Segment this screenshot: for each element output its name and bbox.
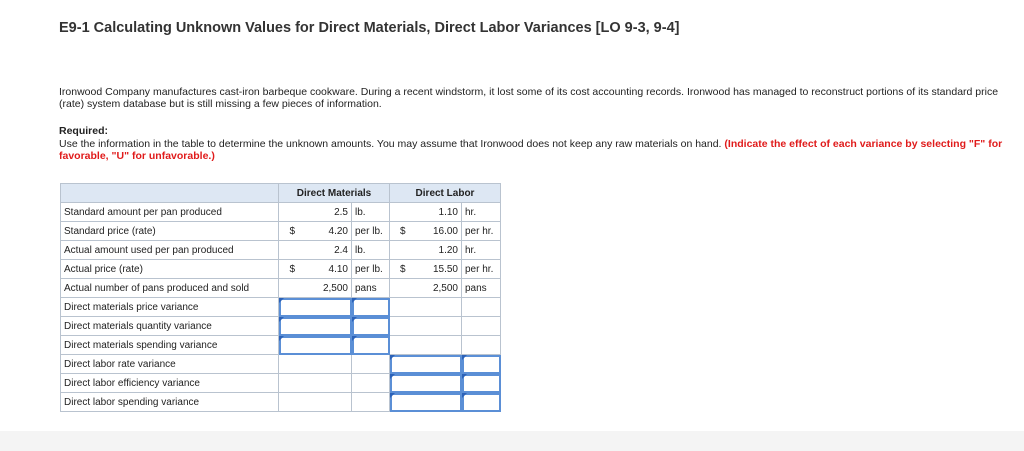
dl-value: 2,500: [416, 279, 462, 298]
dm-value: 2.4: [306, 241, 352, 260]
input-marker-icon: [352, 317, 357, 322]
empty-cell: [352, 355, 390, 374]
dl-unit: pans: [462, 279, 501, 298]
dm-spending-variance-effect-select[interactable]: [352, 336, 390, 355]
table-row: [61, 241, 501, 260]
dl-currency: $: [390, 260, 416, 279]
problem-intro: Ironwood Company manufactures cast-iron barbeque cookware. During a recent windstorm, it lost some of its cost accounting records. Ironwood has managed to reconstruct portions of its standard price (rate) system database but is still missing a few pieces of information.: [59, 86, 999, 110]
dm-unit: lb.: [352, 241, 390, 260]
table-row: [61, 260, 501, 279]
row-label: Direct labor efficiency variance: [61, 374, 279, 393]
empty-cell: [390, 336, 462, 355]
row-label: Direct labor spending variance: [61, 393, 279, 412]
empty-cell: [462, 336, 501, 355]
input-marker-icon: [462, 393, 467, 398]
dm-unit: per lb.: [352, 222, 390, 241]
input-marker-icon: [390, 374, 395, 379]
dl-unit: per hr.: [462, 222, 501, 241]
empty-cell: [462, 298, 501, 317]
input-marker-icon: [390, 355, 395, 360]
empty-cell: [279, 374, 352, 393]
table-row: [61, 203, 501, 222]
dl-value: 1.10: [416, 203, 462, 222]
dm-unit: pans: [352, 279, 390, 298]
dl-value: 15.50: [416, 260, 462, 279]
table-header-row: [61, 184, 501, 203]
dl-value: 1.20: [416, 241, 462, 260]
dl-unit: hr.: [462, 241, 501, 260]
empty-cell: [390, 317, 462, 336]
dl-unit: hr.: [462, 203, 501, 222]
dl-rate-variance-effect-select[interactable]: [462, 355, 501, 374]
required-heading: Required:: [59, 125, 109, 137]
page-footer-bar: [0, 431, 1024, 451]
dm-spending-variance-amount-input[interactable]: [279, 336, 352, 355]
empty-cell: [462, 317, 501, 336]
dl-value: 16.00: [416, 222, 462, 241]
dl-currency: [390, 241, 416, 260]
dm-currency: [279, 279, 306, 298]
input-marker-icon: [352, 336, 357, 341]
dm-quantity-variance-amount-input[interactable]: [279, 317, 352, 336]
empty-cell: [352, 393, 390, 412]
dl-unit: per hr.: [462, 260, 501, 279]
direct-labor-header: Direct Labor: [390, 184, 501, 203]
dl-efficiency-variance-amount-input[interactable]: [390, 374, 462, 393]
table-row: [61, 279, 501, 298]
dm-currency: [279, 203, 306, 222]
input-marker-icon: [462, 374, 467, 379]
dm-unit: per lb.: [352, 260, 390, 279]
row-label: Direct materials spending variance: [61, 336, 279, 355]
dl-currency: [390, 279, 416, 298]
input-marker-icon: [279, 298, 284, 303]
empty-cell: [279, 393, 352, 412]
row-label: Direct materials price variance: [61, 298, 279, 317]
input-marker-icon: [279, 317, 284, 322]
table-row: [61, 317, 501, 336]
dm-value: 2,500: [306, 279, 352, 298]
table-row: [61, 298, 501, 317]
dm-price-variance-effect-select[interactable]: [352, 298, 390, 317]
table-row: [61, 222, 501, 241]
header-blank-cell: [61, 184, 279, 203]
input-marker-icon: [462, 355, 467, 360]
row-label: Standard amount per pan produced: [61, 203, 279, 222]
row-label: Actual number of pans produced and sold: [61, 279, 279, 298]
dm-currency: [279, 241, 306, 260]
required-text: [59, 138, 1024, 162]
row-label: Standard price (rate): [61, 222, 279, 241]
dm-value: 4.20: [306, 222, 352, 241]
dm-unit: lb.: [352, 203, 390, 222]
input-marker-icon: [390, 393, 395, 398]
table-row: [61, 355, 501, 374]
dl-currency: $: [390, 222, 416, 241]
row-label: Actual amount used per pan produced: [61, 241, 279, 260]
empty-cell: [390, 298, 462, 317]
input-marker-icon: [279, 336, 284, 341]
dl-spending-variance-effect-select[interactable]: [462, 393, 501, 412]
dl-currency: [390, 203, 416, 222]
dm-value: 4.10: [306, 260, 352, 279]
table-row: [61, 393, 501, 412]
empty-cell: [279, 355, 352, 374]
dm-currency: $: [279, 222, 306, 241]
empty-cell: [352, 374, 390, 393]
required-body: Use the information in the table to determine the unknown amounts. You may assume that Ironwood does not keep any raw materials on hand.: [59, 138, 725, 150]
dm-value: 2.5: [306, 203, 352, 222]
dm-currency: $: [279, 260, 306, 279]
variance-table: [60, 183, 501, 412]
dl-efficiency-variance-effect-select[interactable]: [462, 374, 501, 393]
dl-rate-variance-amount-input[interactable]: [390, 355, 462, 374]
row-label: Direct materials quantity variance: [61, 317, 279, 336]
dm-price-variance-amount-input[interactable]: [279, 298, 352, 317]
input-marker-icon: [352, 298, 357, 303]
direct-materials-header: Direct Materials: [279, 184, 390, 203]
row-label: Direct labor rate variance: [61, 355, 279, 374]
page-title: E9-1 Calculating Unknown Values for Direct Materials, Direct Labor Variances [LO 9-3, 9-4]: [59, 20, 680, 36]
dl-spending-variance-amount-input[interactable]: [390, 393, 462, 412]
table-row: [61, 374, 501, 393]
row-label: Actual price (rate): [61, 260, 279, 279]
dm-quantity-variance-effect-select[interactable]: [352, 317, 390, 336]
required-instruction: (Indicate the effect of each variance by selecting "F" for favorable, "U" for unfavorable.): [59, 138, 1003, 162]
table-row: [61, 336, 501, 355]
